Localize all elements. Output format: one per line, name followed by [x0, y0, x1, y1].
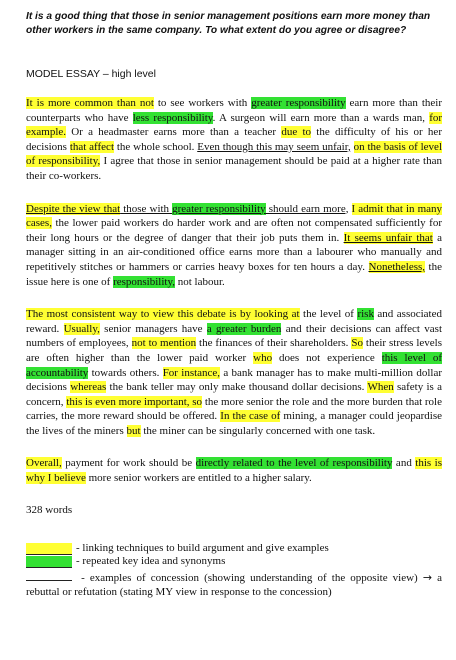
text-run: earn more than their counterparts who have: [26, 97, 443, 124]
essay-prompt: It is a good thing that those in senior management positions earn more money than other workers in the same company. To what extent do you agree or disagree?: [26, 11, 431, 36]
arrow-right-icon: →: [422, 571, 433, 585]
text-run: the difficulty of his or her decisions: [26, 126, 442, 153]
text-run: their stress levels are often higher than the lower paid worker: [26, 337, 442, 364]
key-idea-highlight: greater responsibility: [251, 97, 346, 109]
key-idea-highlight: this level of accountability: [26, 351, 442, 379]
text-run: the finances of their shareholders.: [196, 337, 352, 350]
linking-highlight: When: [367, 381, 394, 394]
linking-highlight: due to: [281, 126, 312, 139]
key-idea-highlight: greater responsibility: [172, 202, 266, 215]
underline-swatch: [26, 569, 72, 581]
legend-concession-text: - examples of concession (showing understanding of the opposite view): [81, 572, 418, 585]
text-run: does not experience: [272, 351, 382, 364]
linking-highlight: on the basis of level of responsibility,: [26, 140, 442, 168]
text-run: towards others.: [88, 366, 163, 379]
legend-rebuttal-text: a rebuttal or refutation (stating MY view in response to the concession): [26, 572, 443, 599]
text-run: the lower paid workers do harder work and are often not compensated sufficiently for their long hours or the degree of danger that their job puts them in.: [26, 217, 442, 244]
concession-underline: Even though this may seem unfair,: [197, 140, 351, 153]
text-run: and their decisions can affect vast numbers of employees,: [26, 322, 443, 350]
linking-highlight: Overall,: [26, 457, 62, 470]
key-idea-highlight: risk: [357, 308, 374, 321]
concession-underline: should earn more,: [265, 202, 349, 215]
linking-highlight: Usually,: [63, 322, 100, 335]
paragraph-intro: [26, 96, 442, 184]
concession-underline: those with: [120, 202, 173, 215]
text-run: safety is a concern,: [26, 381, 442, 408]
text-run: the whole school.: [114, 140, 198, 153]
linking-highlight: So: [351, 337, 363, 350]
paragraph-argument: [26, 307, 442, 438]
text-run: and associated reward.: [26, 308, 442, 335]
legend-row-linking: [26, 542, 442, 556]
linking-highlight: whereas: [70, 381, 107, 394]
text-run: a bank manager has to make multi-million dollar decisions: [26, 366, 442, 394]
linking-highlight: In the case of: [220, 410, 281, 423]
linking-highlight: this is why I believe: [26, 457, 443, 485]
text-run: the more senior the role and the more burden that role carries, the more reward should be offered.: [26, 395, 443, 423]
green-swatch: [26, 556, 72, 568]
key-idea-highlight: a greater burden: [206, 322, 282, 335]
linking-highlight: For instance,: [162, 366, 221, 379]
linking-highlight: that affect: [69, 140, 114, 153]
text-run: to see workers with: [153, 97, 252, 109]
linking-highlight: but: [126, 424, 141, 437]
text-run: Or a headmaster earns more than a teacher: [66, 126, 282, 139]
essay-body: [26, 96, 442, 486]
linking-highlight: The most consistent way to view this debate is by looking at: [26, 308, 300, 321]
paragraph-concession: [26, 202, 442, 290]
linking-highlight: I admit that in many cases,: [26, 202, 443, 230]
highlight-legend: [26, 542, 442, 600]
legend-row-concession: [26, 569, 442, 600]
text-run: and: [392, 457, 416, 470]
text-run: a manager sitting in an air-conditioned office earns more than a labourer who manually and repetitively stitches or hammers or carries heavy boxes for ten hours a day.: [26, 231, 442, 273]
text-run: . A surgeon will earn more than a wards man,: [212, 111, 430, 124]
linking-highlight: Despite the view that: [26, 202, 121, 215]
linking-highlight: It is more common than not: [26, 97, 154, 109]
legend-linking-text: - linking techniques to build argument and give examples: [76, 541, 329, 554]
text-run: the level of: [299, 308, 358, 321]
text-run: the bank teller may only make thousand dollar decisions.: [106, 381, 368, 394]
linking-highlight: for example.: [26, 111, 443, 139]
legend-key-idea-text: - repeated key idea and synonyms: [76, 555, 226, 568]
essay-heading: MODEL ESSAY – high level: [26, 68, 156, 80]
key-idea-highlight: directly related to the level of responsibility: [195, 457, 393, 470]
linking-highlight: It seems unfair that: [343, 231, 433, 244]
linking-highlight: who: [253, 351, 273, 364]
text-run: mining, a manager could jeopardise the lives of the miners: [26, 410, 442, 437]
key-idea-highlight: responsibility,: [113, 275, 175, 288]
text-run: I agree that those in senior management should be paid at a higher rate than their co-workers.: [26, 155, 442, 182]
text-run: more senior workers are entitled to a higher salary.: [85, 472, 312, 485]
legend-row-key-idea: [26, 555, 442, 569]
text-run: not labour.: [175, 275, 225, 288]
linking-highlight: Nonetheless,: [368, 260, 426, 273]
text-run: the issue here is one of: [26, 260, 442, 288]
text-run: the miner can be singularly concerned with one task.: [140, 424, 376, 437]
text-run: senior managers have: [99, 322, 207, 335]
paragraph-conclusion: [26, 456, 442, 485]
word-count: 328 words: [26, 503, 73, 516]
yellow-swatch: [26, 543, 72, 555]
text-run: payment for work should be: [61, 457, 196, 470]
linking-highlight: this is even more important, so: [66, 395, 203, 408]
key-idea-highlight: less responsibility: [132, 111, 213, 124]
linking-highlight: not to mention: [131, 337, 197, 350]
